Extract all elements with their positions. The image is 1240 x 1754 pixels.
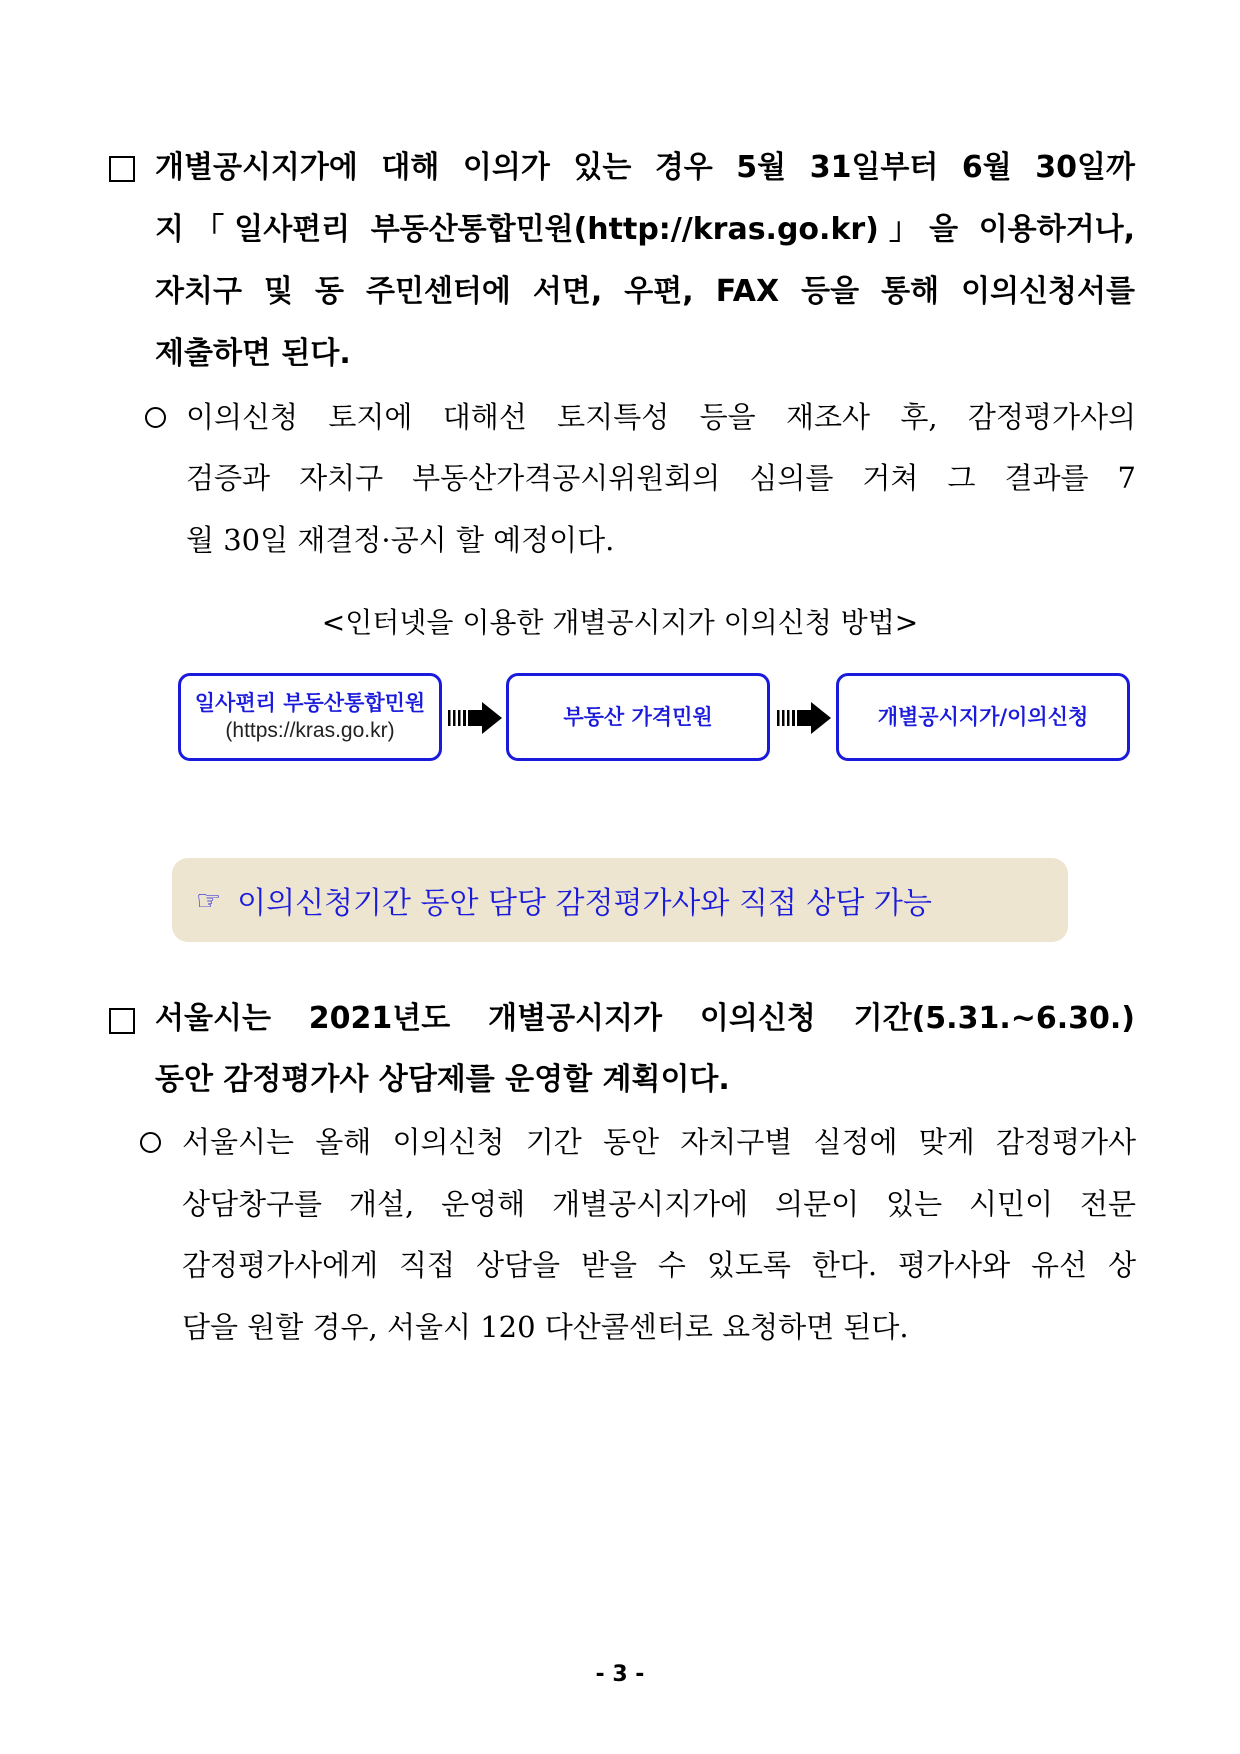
flow-box-price-civil — [506, 673, 770, 761]
arrow-right-icon — [448, 700, 504, 736]
section-2-bullet-line-4: 담을 원할 경우, 서울시 120 다산콜센터로 요청하면 된다. — [182, 1310, 909, 1344]
section-1-line-3: 자치구 및 동 주민센터에 서면, 우편, FAX 등을 통해 이의신청서를 — [155, 274, 1135, 309]
consultation-note-text: 이의신청기간 동안 담당 감정평가사와 직접 상담 가능 — [237, 886, 932, 921]
circle-bullet-icon — [145, 407, 166, 428]
arrow-right-icon — [777, 700, 833, 736]
flow-box-price-civil-title: 부동산 가격민원 — [563, 705, 713, 729]
section-1-bullet-line-3: 월 30일 재결정·공시 할 예정이다. — [186, 523, 615, 557]
section-1-line-2: 지「일사편리 부동산통합민원(http://kras.go.kr)」을 이용하거나, — [155, 212, 1135, 247]
section-2-line-2: 동안 감정평가사 상담제를 운영할 계획이다. — [155, 1062, 730, 1097]
flow-box-kras — [178, 673, 442, 761]
consultation-note — [172, 858, 1068, 942]
diagram-caption: <인터넷을 이용한 개별공시지가 이의신청 방법> — [321, 606, 919, 639]
flow-box-kras-title: 일사편리 부동산통합민원 — [194, 691, 426, 715]
page-number: - 3 - — [595, 1662, 645, 1687]
pointing-hand-icon: ☞ — [196, 883, 222, 917]
section-2-bullet-line-3: 감정평가사에게 직접 상담을 받을 수 있도록 한다. 평가사와 유선 상 — [182, 1248, 1136, 1282]
square-bullet-icon — [109, 1008, 135, 1034]
section-2-line-1: 서울시는 2021년도 개별공시지가 이의신청 기간(5.31.~6.30.) — [155, 1001, 1135, 1036]
section-2-bullet-line-1: 서울시는 올해 이의신청 기간 동안 자치구별 실정에 맞게 감정평가사 — [182, 1125, 1136, 1159]
square-bullet-icon — [109, 156, 135, 182]
flow-box-kras-url: (https://kras.go.kr) — [225, 719, 395, 742]
section-1-line-1: 개별공시지가에 대해 이의가 있는 경우 5월 31일부터 6월 30일까 — [155, 150, 1135, 185]
section-1-line-4: 제출하면 된다. — [155, 336, 351, 371]
flow-box-objection-title: 개별공시지가/이의신청 — [877, 705, 1089, 729]
circle-bullet-icon — [140, 1132, 161, 1153]
flow-box-objection — [836, 673, 1130, 761]
section-2-bullet-line-2: 상담창구를 개설, 운영해 개별공시지가에 의문이 있는 시민이 전문 — [182, 1187, 1136, 1221]
section-1-bullet-line-1: 이의신청 토지에 대해선 토지특성 등을 재조사 후, 감정평가사의 — [186, 400, 1136, 434]
section-1-bullet-line-2: 검증과 자치구 부동산가격공시위원회의 심의를 거쳐 그 결과를 7 — [186, 461, 1136, 495]
